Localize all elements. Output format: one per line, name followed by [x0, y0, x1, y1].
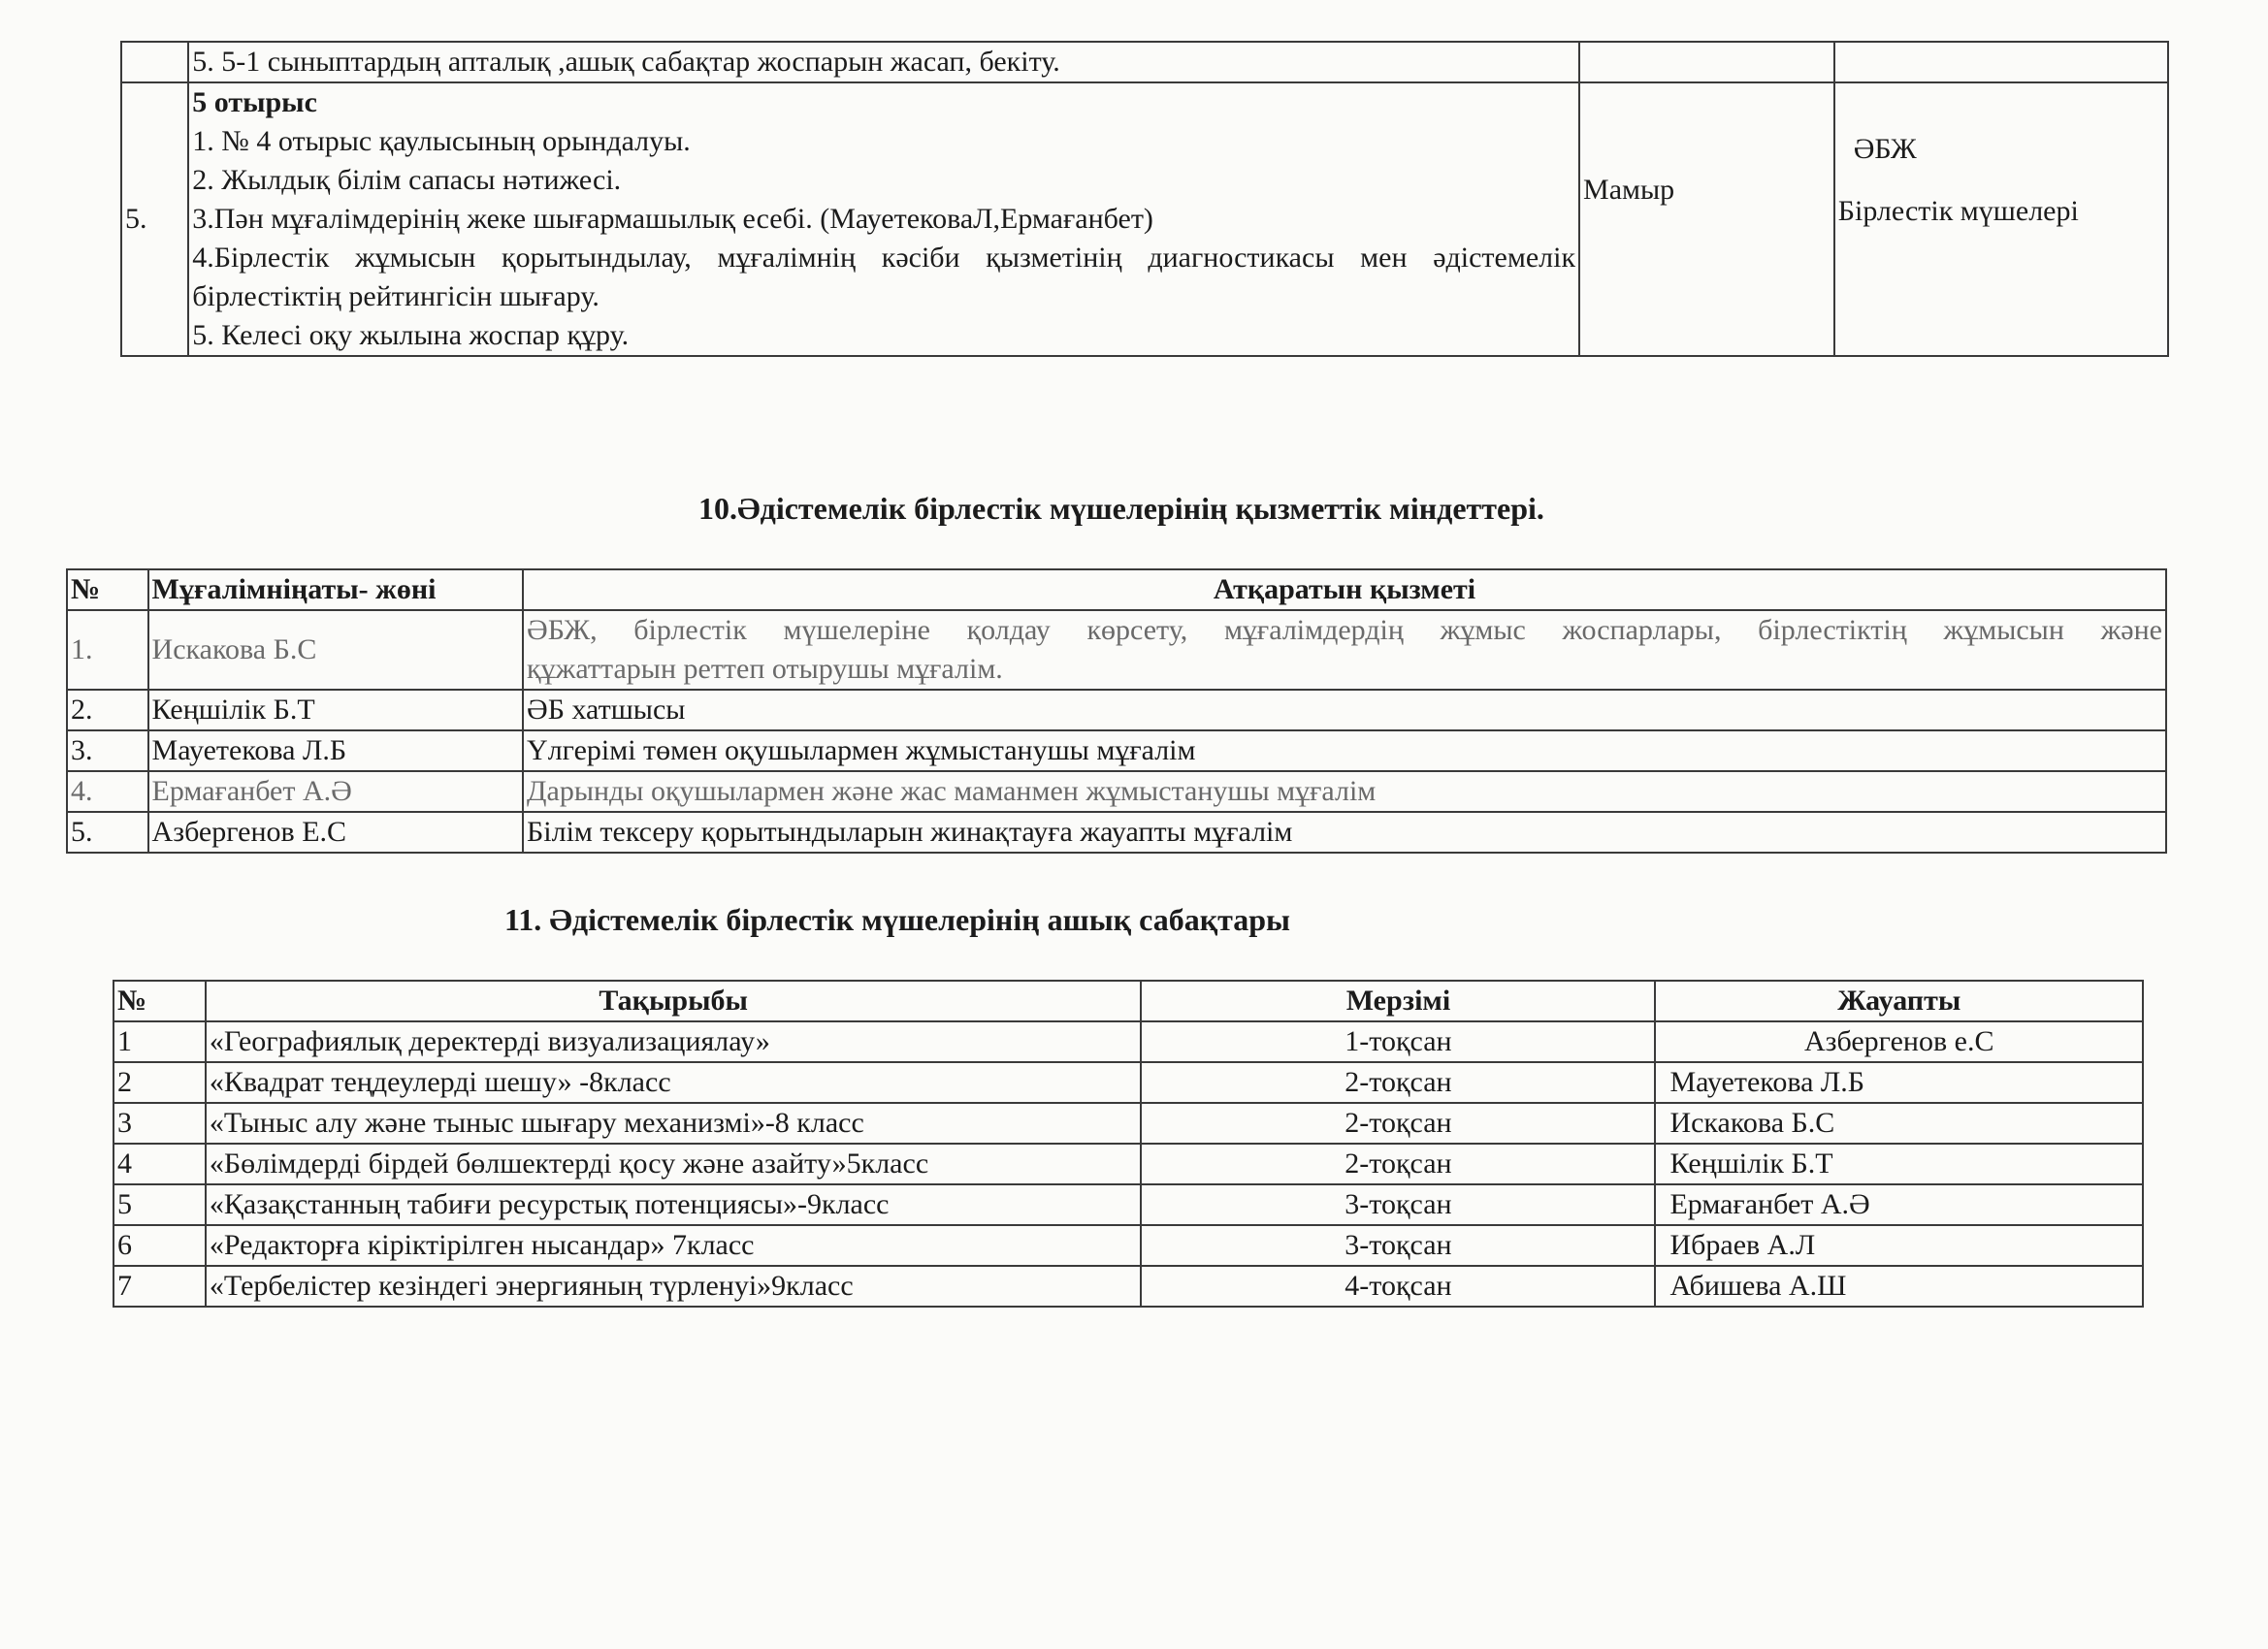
duty-line: ӘБЖ, бірлестік мүшелеріне қолдау көрсету, мұғалімдердің жұмыс жоспарлары, бірлестіктің жұмысын және	[527, 614, 2162, 646]
duty-line: құжаттарын реттеп отырушы мұғалім.	[527, 653, 1003, 685]
duties-name: Азбергенов Е.С	[148, 812, 524, 853]
duties-row	[67, 730, 2166, 771]
session-term-text: Мамыр	[1583, 174, 1675, 206]
duties-row	[67, 610, 2166, 690]
lessons-no: 3	[113, 1103, 206, 1144]
lessons-no: 6	[113, 1225, 206, 1266]
lessons-topic: «Тербелістер кезіндегі энергияның түрленуі»9класс	[206, 1266, 1142, 1307]
plan-session-responsible	[1834, 82, 2168, 356]
duties-heading: 10.Әдістемелік бірлестік мүшелерінің қызметтік міндеттері.	[698, 491, 1544, 526]
lessons-topic: «Квадрат теңдеулерді шешу» -8класс	[206, 1062, 1142, 1103]
plan-item-cell	[188, 42, 1579, 82]
lessons-term: 2-тоқсан	[1141, 1103, 1655, 1144]
lessons-row	[113, 1184, 2143, 1225]
duties-name: Мауетекова Л.Б	[148, 730, 524, 771]
duties-duty: Үлгерімі төмен оқушылармен жұмыстанушы мұғалім	[523, 730, 2166, 771]
duties-row	[67, 812, 2166, 853]
plan-table	[120, 41, 2169, 357]
lessons-topic: «Бөлімдерді бірдей бөлшектерді қосу және азайту»5класс	[206, 1144, 1142, 1184]
duties-duty: Білім тексеру қорытындыларын жинақтауға жауапты мұғалім	[523, 812, 2166, 853]
session-item: 4.Бірлестік жұмысын қорытындылау, мұғалімнің кәсіби қызметінің диагностикасы мен әдістемелік	[192, 242, 1576, 274]
lessons-term: 2-тоқсан	[1141, 1062, 1655, 1103]
lessons-row	[113, 1103, 2143, 1144]
lessons-table	[113, 980, 2144, 1308]
lessons-row	[113, 1144, 2143, 1184]
duties-no: 1.	[67, 610, 148, 690]
lessons-row	[113, 1021, 2143, 1062]
duties-header-no: №	[67, 569, 148, 610]
lessons-term: 1-тоқсан	[1141, 1021, 1655, 1062]
lessons-no: 1	[113, 1021, 206, 1062]
lessons-row	[113, 1266, 2143, 1307]
duties-name: Искакова Б.С	[148, 610, 524, 690]
lessons-topic: «Қазақстанның табиғи ресурстық потенциясы»-9класс	[206, 1184, 1142, 1225]
duties-no: 3.	[67, 730, 148, 771]
plan-responsible-cell	[1834, 42, 2168, 82]
session-title: 5 отырыс	[192, 86, 317, 118]
lessons-responsible: Ибраев А.Л	[1655, 1225, 2143, 1266]
lessons-term: 3-тоқсан	[1141, 1225, 1655, 1266]
plan-term-cell	[1579, 42, 1834, 82]
lessons-responsible: Кеңшілік Б.Т	[1655, 1144, 2143, 1184]
lessons-no: 2	[113, 1062, 206, 1103]
duties-name: Кеңшілік Б.Т	[148, 690, 524, 730]
lessons-term: 4-тоқсан	[1141, 1266, 1655, 1307]
lessons-row	[113, 1062, 2143, 1103]
lessons-responsible: Мауетекова Л.Б	[1655, 1062, 2143, 1103]
plan-item-text: 5. 5-1 сыныптардың апталық ,ашық сабақтар жоспарын жасап, бекіту.	[192, 46, 1060, 78]
responsible-line: ӘБЖ	[1853, 133, 1917, 165]
duties-header-name: Мұғалімніңаты- жөні	[148, 569, 524, 610]
lessons-header-row	[113, 981, 2143, 1021]
lessons-header-topic: Тақырыбы	[206, 981, 1142, 1021]
duties-no: 5.	[67, 812, 148, 853]
duties-no: 2.	[67, 690, 148, 730]
lessons-heading: 11. Әдістемелік бірлестік мүшелерінің ашық сабақтары	[504, 902, 1291, 937]
duties-header-duty: Атқаратын қызметі	[523, 569, 2166, 610]
duties-no: 4.	[67, 771, 148, 812]
plan-session-number	[121, 82, 188, 356]
session-item: бірлестіктің рейтингісін шығару.	[192, 280, 599, 312]
lessons-row	[113, 1225, 2143, 1266]
duties-duty	[523, 610, 2166, 690]
lessons-header-term: Мерзімі	[1141, 981, 1655, 1021]
lessons-topic: «Географиялық деректерді визуализациялау»	[206, 1021, 1142, 1062]
session-item: 3.Пән мұғалімдерінің жеке шығармашылық есебі. (МауетековаЛ,Ермағанбет)	[192, 203, 1153, 235]
plan-session-content	[188, 82, 1579, 356]
duties-row	[67, 771, 2166, 812]
plan-session-term	[1579, 82, 1834, 356]
lessons-term: 3-тоқсан	[1141, 1184, 1655, 1225]
lessons-no: 5	[113, 1184, 206, 1225]
lessons-no: 4	[113, 1144, 206, 1184]
duties-header-row	[67, 569, 2166, 610]
lessons-responsible: Абишева А.Ш	[1655, 1266, 2143, 1307]
responsible-line: Бірлестік мүшелері	[1837, 195, 2079, 227]
duties-row	[67, 690, 2166, 730]
lessons-responsible: Искакова Б.С	[1655, 1103, 2143, 1144]
lessons-header-responsible: Жауапты	[1655, 981, 2143, 1021]
lessons-topic: «Тыныс алу және тыныс шығару механизмі»-8 класс	[206, 1103, 1142, 1144]
session-item: 2. Жылдық білім сапасы нәтижесі.	[192, 164, 622, 196]
lessons-topic: «Редакторға кіріктірілген нысандар» 7класс	[206, 1225, 1142, 1266]
session-number-text: 5.	[125, 203, 147, 235]
duties-duty: ӘБ хатшысы	[523, 690, 2166, 730]
lessons-header-no: №	[113, 981, 206, 1021]
plan-session-row	[121, 82, 2168, 356]
lessons-no: 7	[113, 1266, 206, 1307]
duties-name: Ермағанбет А.Ә	[148, 771, 524, 812]
lessons-responsible: Ермағанбет А.Ә	[1655, 1184, 2143, 1225]
lessons-responsible: Азбергенов е.С	[1655, 1021, 2143, 1062]
duties-table	[66, 568, 2167, 854]
plan-number-cell	[121, 42, 188, 82]
duties-duty: Дарынды оқушылармен және жас маманмен жұмыстанушы мұғалім	[523, 771, 2166, 812]
session-item: 1. № 4 отырыс қаулысының орындалуы.	[192, 125, 691, 157]
plan-top-row	[121, 42, 2168, 82]
session-item: 5. Келесі оқу жылына жоспар құру.	[192, 319, 630, 351]
lessons-term: 2-тоқсан	[1141, 1144, 1655, 1184]
